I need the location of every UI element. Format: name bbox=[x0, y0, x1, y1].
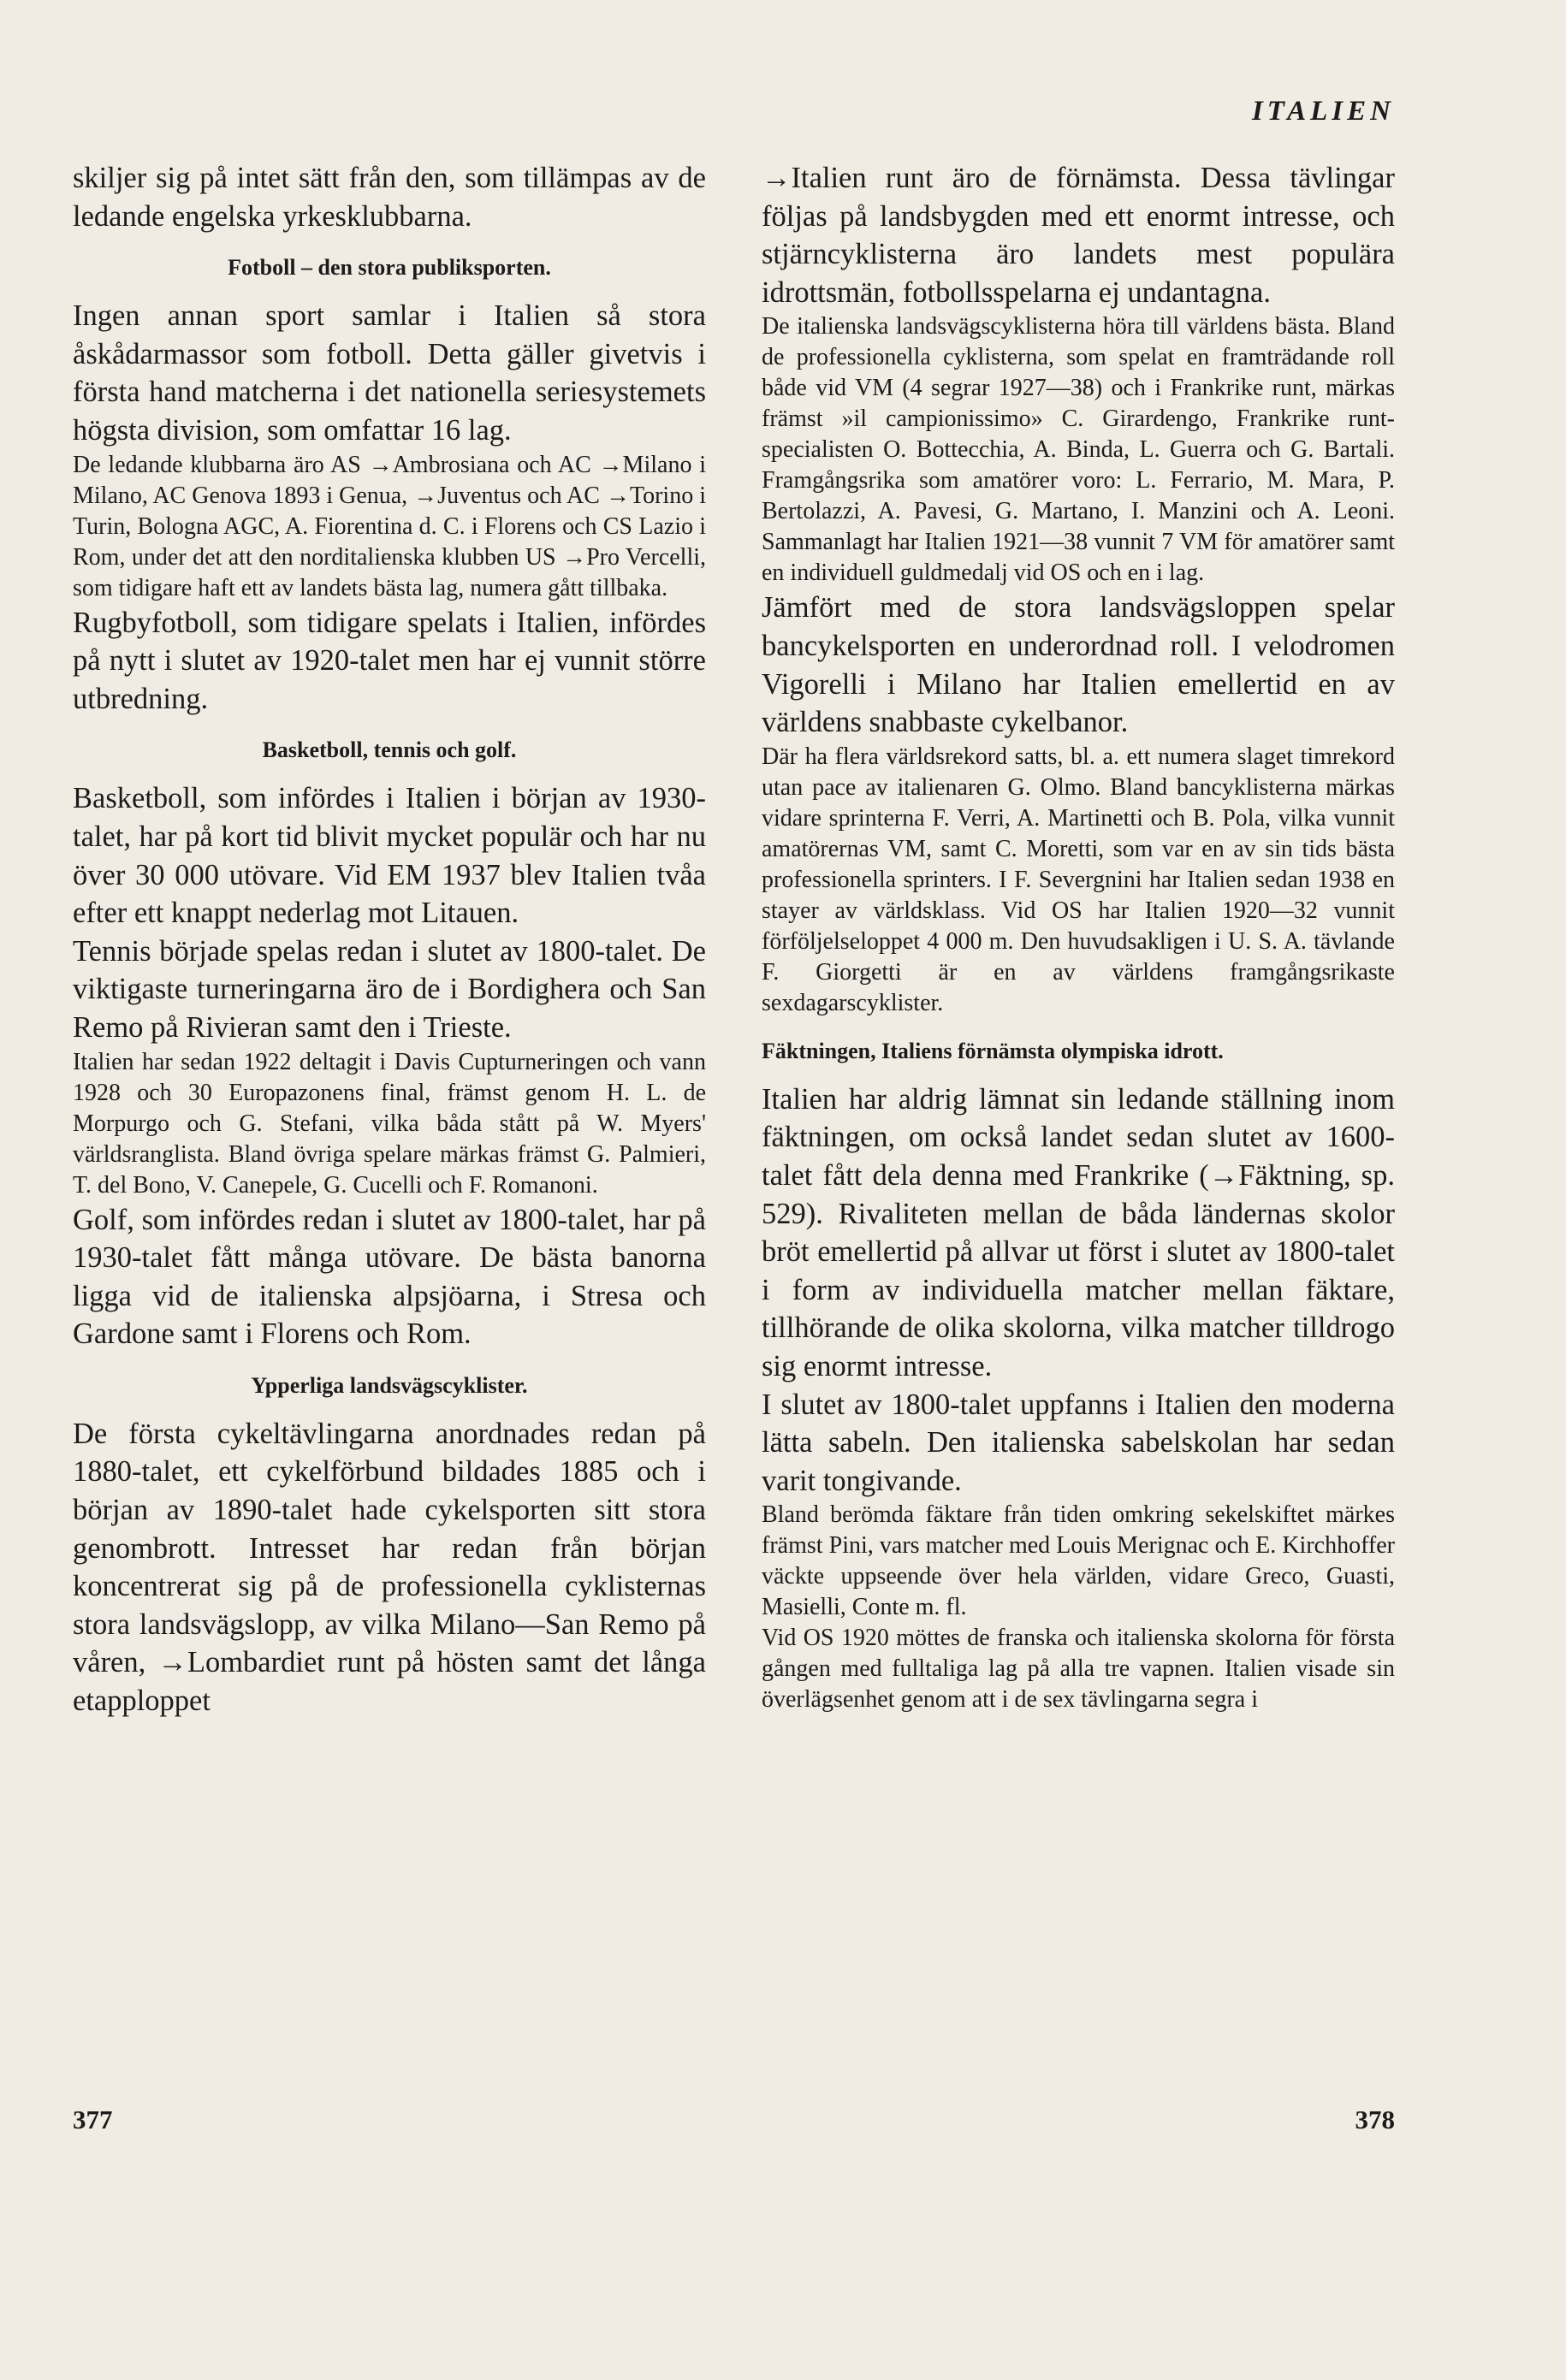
paragraph: Rugbyfotboll, som tidigare spelats i Italien, infördes på nytt i slutet av 1920-talet men har ej vunnit större utbredning. bbox=[73, 606, 706, 715]
paragraph: →Italien runt äro de förnämsta. Dessa tävlingar följas på landsbygden med ett enormt intresse, och stjärncyklisterna äro landets mest populära idrottsmän, fotbollsspelarna ej undantagna. bbox=[762, 162, 1395, 309]
paragraph: Ingen annan sport samlar i Italien så stora åskådarmassor som fotboll. Detta gäller givetvis i första hand matcherna i det nationella seriesystemets högsta division, som omfattar 16 lag. bbox=[73, 299, 706, 447]
section-heading: Ypperliga landsvägscyklister. bbox=[251, 1372, 528, 1398]
page-number-left: 377 bbox=[73, 2105, 113, 2134]
section-heading: Fäktningen, Italiens förnämsta olympiska idrott. bbox=[762, 1038, 1224, 1063]
paragraph: I slutet av 1800-talet uppfanns i Italien den moderna lätta sabeln. Den italienska sabelskolan har sedan varit tongivande. bbox=[762, 1388, 1395, 1497]
section-heading: Basketboll, tennis och golf. bbox=[262, 737, 517, 763]
paragraph: De första cykeltävlingarna anordnades redan på 1880-talet, ett cykelförbund bildades 1885 och i början av 1890-talet hade cykelsporten sitt stora genombrott. Intresset har redan från början koncentrerat sig på de professionella cyklisternas stora landsvägslopp, av vilka Milano—San Remo på våren, →Lombardiet runt på hösten samt det långa etapploppet bbox=[73, 1417, 706, 1718]
paragraph: Jämfört med de stora landsvägsloppen spelar bancykelsporten en underordnad roll. I velodromen Vigorelli i Milano har Italien emellertid en av världens snabbaste cykelbanor. bbox=[762, 591, 1395, 739]
paragraph: Basketboll, som infördes i Italien i början av 1930-talet, har på kort tid blivit mycket populär och har nu över 30 000 utövare. Vid EM 1937 blev Italien tvåa efter ett knappt nederlag mot Litauen. bbox=[73, 782, 706, 930]
paragraph: Där ha flera världsrekord satts, bl. a. ett numera slaget timrekord utan pace av italienaren G. Olmo. Bland bancyklisterna märkas vidare sprinterna F. Verri, A. Martinetti och B. Pola, vilka vunnit amatörernas VM, samt C. Moretti, som var en av sin tids bästa professionella sprinters. I F. Severgnini har Italien sedan 1938 en stayer av världsklass. Vid OS har Italien 1920—32 vunnit förföljelseloppet 4 000 m. Den huvudsakligen i U. S. A. tävlande F. Giorgetti är en av världens framgångsrikaste sexdagarscyklister. bbox=[762, 743, 1395, 1016]
page-number-right: 378 bbox=[1355, 2105, 1395, 2134]
left-column bbox=[73, 159, 706, 1720]
paragraph: De ledande klubbarna äro AS →Ambrosiana och AC →Milano i Milano, AC Genova 1893 i Genua, →Juventus och AC →Torino i Turin, Bologna AGC, A. Fiorentina d. C. i Florens och CS Lazio i Rom, under det att den norditalienska klubben US →Pro Vercelli, som tidigare haft ett av landets bästa lag, numera gått tillbaka. bbox=[73, 451, 706, 601]
paragraph: Italien har aldrig lämnat sin ledande ställning inom fäktningen, om också landet sedan slutet av 1600-talet fått dela denna med Frankrike (→Fäktning, sp. 529). Rivaliteten mellan de båda ländernas skolor bröt emellertid på allvar ut först i slutet av 1800-talet i form av individuella matcher mellan fäktare, tillhörande de olika skolorna, vilka matcher tilldrogo sig enormt intresse. bbox=[762, 1082, 1395, 1382]
paragraph: skiljer sig på intet sätt från den, som tillämpas av de ledande engelska yrkesklubbarna. bbox=[73, 162, 706, 233]
right-column bbox=[762, 159, 1395, 1715]
paragraph: Vid OS 1920 möttes de franska och italienska skolorna för första gången med fulltaliga lag på alla tre vapnen. Italien visade sin överlägsenhet genom att i de sex tävlingarna segra i bbox=[762, 1625, 1395, 1714]
section-heading: Fotboll – den stora publiksporten. bbox=[228, 255, 551, 281]
paragraph: Italien har sedan 1922 deltagit i Davis Cupturneringen och vann 1928 och 30 Europazonens final, främst genom H. L. de Morpurgo och G. Stefani, vilka båda stått på W. Myers' världsranglista. Bland övriga spelare märkas främst G. Palmieri, T. del Bono, V. Canepele, G. Cucelli och F. Romanoni. bbox=[73, 1048, 706, 1199]
running-head: ITALIEN bbox=[1251, 96, 1395, 127]
paragraph: Tennis började spelas redan i slutet av 1800-talet. De viktigaste turneringarna äro de i Bordighera och San Remo på Rivieran samt den i Trieste. bbox=[73, 934, 706, 1044]
paragraph: Bland berömda fäktare från tiden omkring sekelskiftet märkes främst Pini, vars matcher med Louis Merignac och E. Kirchhoffer väckte uppseende över hela världen, vidare Greco, Guasti, Masielli, Conte m. fl. bbox=[762, 1501, 1395, 1621]
paragraph: Golf, som infördes redan i slutet av 1800-talet, har på 1930-talet fått många utövare. De bästa banorna ligga vid de italienska alpsjöarna, i Stresa och Gardone samt i Florens och Rom. bbox=[73, 1203, 706, 1351]
paragraph: De italienska landsvägscyklisterna höra till världens bästa. Bland de professionella cyklisterna, som spelat en framträdande roll både vid VM (4 segrar 1927—38) och i Frankrike runt, märkas främst »il campionissimo» C. Girardengo, Frankrike runt-specialisten O. Bottecchia, A. Binda, L. Guerra och G. Bartali. Framgångsrika som amatörer voro: L. Ferrario, M. Mara, P. Bertolazzi, A. Pavesi, G. Martano, I. Manzini och A. Leoni. Sammanlagt har Italien 1921—38 vunnit 7 VM för amatörer samt en individuell guldmedalj vid OS och en i lag. bbox=[762, 313, 1395, 587]
